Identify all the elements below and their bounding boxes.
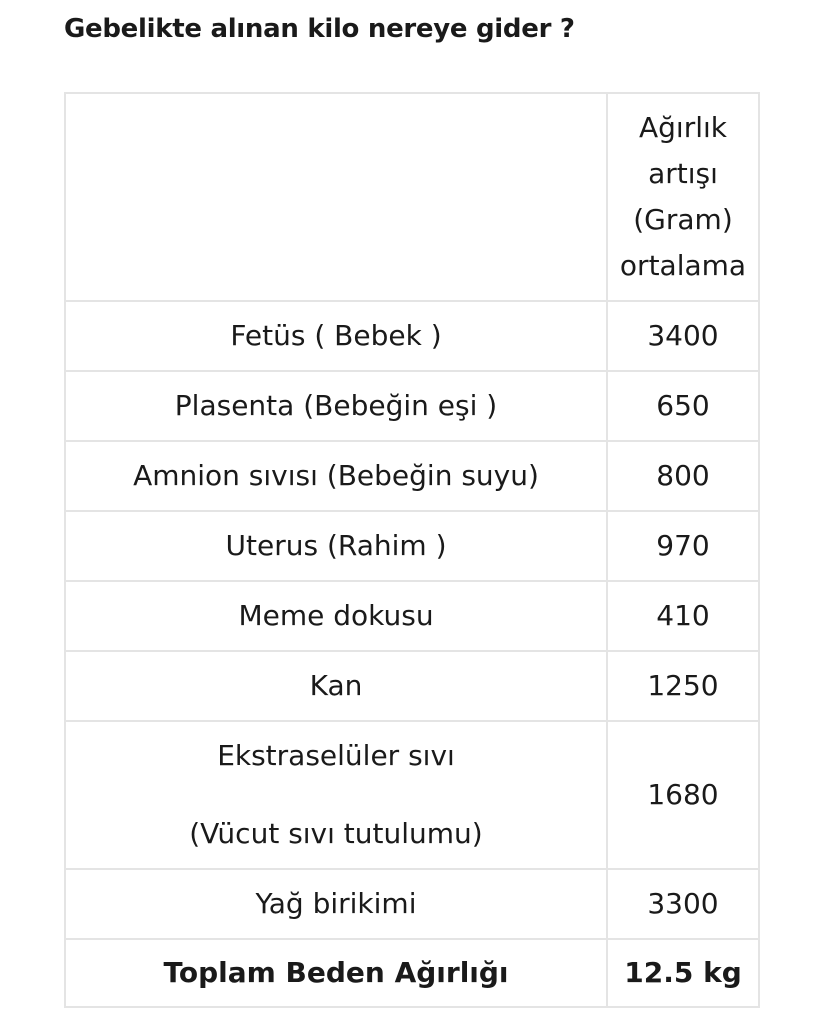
- table-row: [65, 869, 759, 939]
- table-row: [65, 721, 759, 869]
- header-value-line: artışı: [648, 157, 718, 190]
- row-value-cell: 3300: [607, 869, 759, 939]
- table-row: [65, 301, 759, 371]
- row-name-cell: Fetüs ( Bebek ): [65, 301, 607, 371]
- header-value-line: (Gram): [633, 203, 733, 236]
- table-row: [65, 581, 759, 651]
- row-value-cell: 1250: [607, 651, 759, 721]
- table-total-row: [65, 939, 759, 1007]
- row-name-cell: Amnion sıvısı (Bebeğin suyu): [65, 441, 607, 511]
- row-value-cell: 410: [607, 581, 759, 651]
- header-value-line: ortalama: [619, 249, 747, 282]
- row-value-cell: 650: [607, 371, 759, 441]
- table-row: [65, 441, 759, 511]
- row-value-cell: 1680: [607, 721, 759, 869]
- total-name-cell: Toplam Beden Ağırlığı: [65, 939, 607, 1007]
- table-row: [65, 371, 759, 441]
- page-title: Gebelikte alınan kilo nereye gider ?: [64, 14, 575, 44]
- weight-gain-table: [64, 92, 760, 1008]
- header-name-cell: [65, 93, 607, 301]
- row-name-cell: [65, 721, 607, 869]
- row-name-cell: Kan: [65, 651, 607, 721]
- row-value-cell: 3400: [607, 301, 759, 371]
- row-value-cell: 800: [607, 441, 759, 511]
- header-value-line: Ağırlık: [639, 111, 727, 144]
- row-name-line: Ekstraselüler sıvı: [217, 739, 455, 772]
- total-value-cell: 12.5 kg: [607, 939, 759, 1007]
- row-name-cell: Yağ birikimi: [65, 869, 607, 939]
- table-header-row: [65, 93, 759, 301]
- row-value-cell: 970: [607, 511, 759, 581]
- row-name-cell: Plasenta (Bebeğin eşi ): [65, 371, 607, 441]
- header-value-cell: [607, 93, 759, 301]
- row-name-cell: Uterus (Rahim ): [65, 511, 607, 581]
- row-name-cell: Meme dokusu: [65, 581, 607, 651]
- table-row: [65, 651, 759, 721]
- row-name-line: (Vücut sıvı tutulumu): [189, 817, 483, 850]
- table-row: [65, 511, 759, 581]
